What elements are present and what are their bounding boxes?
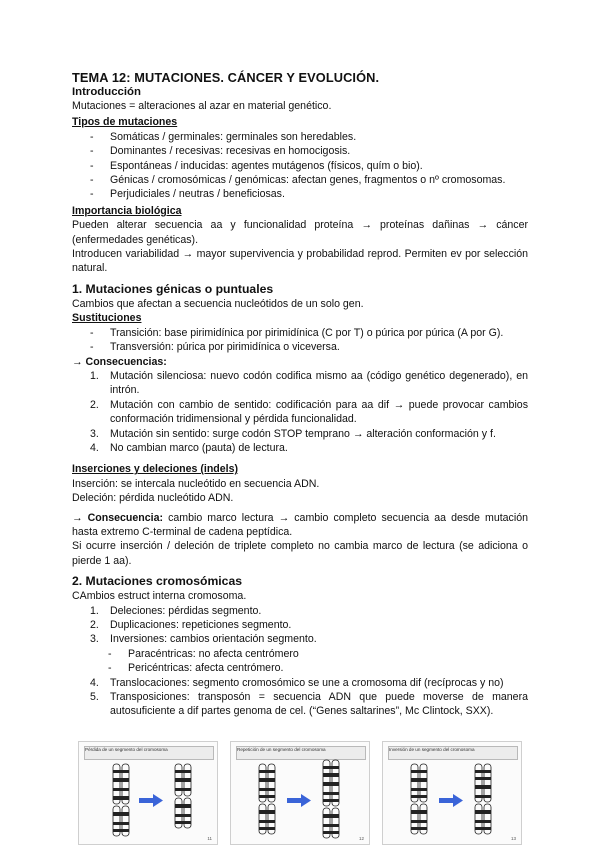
consequence-text: cambio marco lectura → cambio completo secuencia aa desde mutación hasta extremo C-terminal de cadena peptídica. — [72, 511, 528, 538]
item-number: 2. — [90, 398, 99, 411]
intro-heading: Introducción — [72, 86, 141, 98]
consequences-label: Consecuencias: — [85, 355, 167, 368]
figure-strip — [78, 741, 522, 845]
list-item — [90, 618, 528, 632]
consequences-list — [72, 369, 528, 455]
importance-paragraph-1: Pueden alterar secuencia aa y funcionalidad proteína → proteínas dañinas → cáncer (enfermedades genéticas). — [72, 219, 528, 246]
item-number: 1. — [90, 604, 99, 617]
item-number: 5. — [90, 691, 99, 704]
list-item — [90, 369, 528, 398]
list-item — [90, 676, 528, 690]
figure-caption: Pérdida de un segmento del cromosoma — [84, 746, 214, 760]
item-number: 1. — [90, 369, 99, 382]
list-item: - Espontáneas / inducidas: agentes mutágenos (físicos, quím o bio). — [90, 159, 528, 173]
chromosome-diagram — [231, 742, 371, 846]
list-item: - Pericéntricas: afecta centrómero. — [108, 661, 528, 675]
slide-number: 11 — [207, 836, 212, 841]
item-text: Mutación sin sentido: surge codón STOP temprano → alteración conformación y f. — [110, 427, 496, 440]
section1-intro: Cambios que afectan a secuencia nucleótidos de un solo gen. — [72, 297, 364, 310]
list-item — [90, 398, 528, 427]
item-text: No cambian marco (pauta) de lectura. — [110, 441, 288, 454]
indel-consequence — [72, 511, 528, 540]
substitutions-list — [72, 326, 528, 355]
document-body — [72, 70, 528, 719]
item-number: 2. — [90, 619, 99, 631]
section2-intro: CAmbios estruct interna cromosoma. — [72, 590, 247, 603]
list-item — [90, 690, 528, 719]
triplet-note: Si ocurre inserción / deleción de triplete completo no cambia marco de lectura (se adiciona o pierde 1 aa). — [72, 540, 528, 567]
deletion-text: Deleción: pérdida nucleótido ADN. — [72, 492, 234, 505]
arrow-icon: → — [72, 355, 86, 368]
list-item — [90, 427, 528, 441]
item-text: Mutación con cambio de sentido: codificación para aa dif → puede provocar cambios conformación tridimensional y pérdida funcionalidad. — [110, 398, 528, 426]
list-item: - Transición: base pirimidínica por pirimidínica (C por T) o púrica por púrica (A por G). — [90, 326, 528, 340]
list-item — [90, 441, 528, 455]
page-title: TEMA 12: MUTACIONES. CÁNCER Y EVOLUCIÓN. — [72, 70, 380, 85]
item-number: 4. — [90, 676, 99, 689]
figure-inversion — [382, 741, 522, 845]
consequences-heading — [72, 355, 528, 369]
chromosomal-list-continued — [72, 676, 528, 719]
section2-heading: 2. Mutaciones cromosómicas — [72, 574, 243, 589]
figure-caption: Repetición de un segmento del cromosoma — [236, 746, 366, 760]
figure-caption: Inversión de un segmento del cromosoma — [388, 746, 518, 760]
figure-duplication — [230, 741, 370, 845]
list-item: - Dominantes / recesivas: recesivas en homocigosis. — [90, 144, 528, 158]
list-item: - Paracéntricas: no afecta centrómero — [108, 647, 528, 661]
importance-heading: Importancia biológica — [72, 204, 182, 217]
section1-heading: 1. Mutaciones génicas o puntuales — [72, 281, 274, 296]
slide-number: 13 — [510, 836, 516, 841]
slide-number: 12 — [358, 836, 364, 841]
types-heading: Tipos de mutaciones — [72, 116, 178, 129]
chromosome-diagram — [383, 742, 523, 846]
substitutions-heading: Sustituciones — [72, 312, 142, 325]
arrow-icon: → — [72, 511, 88, 524]
item-number: 4. — [90, 441, 99, 454]
item-text: Translocaciones: segmento cromosómico se une a cromosoma dif (recíprocas y no) — [110, 676, 504, 689]
list-item: - Transversión: púrica por pirimidínica o viceversa. — [90, 340, 528, 354]
list-item: - Génicas / cromosómicas / genómicas: afectan genes, fragmentos o nº cromosomas. — [90, 173, 528, 187]
importance-paragraph-2: Introducen variabilidad → mayor supervivencia y probabilidad reprod. Permiten ev por selección natural. — [72, 248, 528, 275]
chromosomal-list — [72, 604, 528, 647]
item-text: Deleciones: pérdidas segmento. — [110, 604, 262, 617]
item-number: 3. — [90, 427, 99, 440]
types-list — [72, 130, 528, 202]
list-item — [90, 604, 528, 618]
item-text: Inversiones: cambios orientación segmento. — [110, 633, 317, 646]
item-text: Duplicaciones: repeticiones segmento. — [110, 619, 292, 631]
list-item: - Somáticas / germinales: germinales son heredables. — [90, 130, 528, 144]
item-text: Transposiciones: transposón = secuencia ADN que puede moverse de manera autosuficiente a dif partes genoma de cel. (“Genes saltarines”, Mc Clintock, SXX). — [110, 691, 528, 718]
item-text: Mutación silenciosa: nuevo codón codifica mismo aa (código genético degenerado), en intrón. — [110, 369, 528, 397]
insertion-text: Inserción: se intercala nucleótido en secuencia ADN. — [72, 477, 320, 490]
intro-definition: Mutaciones = alteraciones al azar en material genético. — [72, 100, 332, 112]
chromosome-diagram — [79, 742, 219, 846]
item-number: 3. — [90, 633, 99, 646]
indels-heading: Inserciones y deleciones (indels) — [72, 463, 239, 476]
list-item: - Perjudiciales / neutras / beneficiosas. — [90, 187, 528, 201]
inversion-types-list — [72, 647, 528, 676]
figure-deletion — [78, 741, 218, 845]
consequence-label: Consecuencia: — [87, 511, 164, 524]
list-item — [90, 632, 528, 646]
